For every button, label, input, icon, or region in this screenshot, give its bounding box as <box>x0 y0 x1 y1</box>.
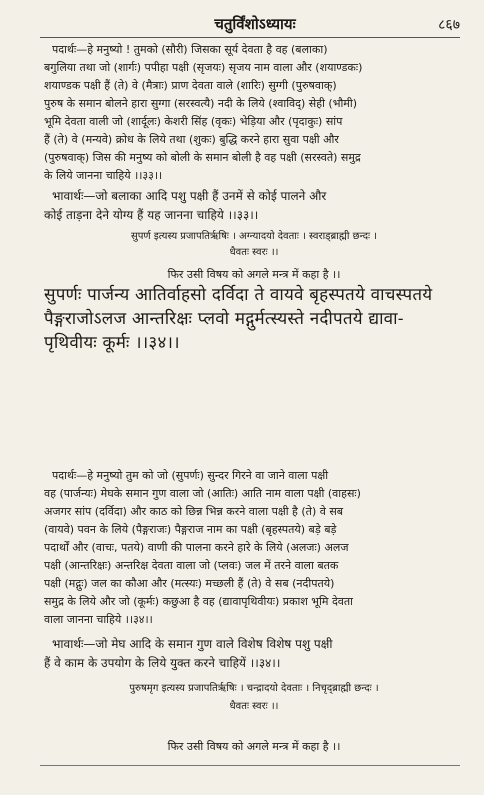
bhavartha-line: भावार्थः—जो मेघ आदि के समान गुण वाले विशेष विशेष पशु पक्षी <box>52 637 333 651</box>
bhavartha-line: हैं वे काम के उपयोग के लिये युक्त करने चाहियें ।।३४।। <box>44 656 281 670</box>
padartha-line: शयाण्डक पक्षी हैं (ते) वे (मैत्राः) प्राण देवता वाले (शारिः) सुग्गी (पुरुषवाक्) <box>44 79 337 92</box>
section-intro: फिर उसी विषय को अगले मन्त्र में कहा है ।। <box>167 268 341 281</box>
padartha-line: के लिये जानना चाहिये ।।३३।। <box>44 169 163 182</box>
footer-rule <box>40 765 460 766</box>
padartha-line: समुद्र के लिये और जो (कूर्मः) कछुआ है वह (द्यावापृथिवीयः) प्रकाश भूमि देवता <box>44 595 354 608</box>
page-header <box>40 14 470 36</box>
swara-line: धैवतः स्वरः ।। <box>229 701 279 712</box>
section-intro: फिर उसी विषय को अगले मन्त्र में कहा है ।। <box>167 740 341 753</box>
chapter-title: चतुर्विंशोऽध्यायः <box>214 15 296 33</box>
padartha-line: बगुलिया तथा जो (शार्गः) पपीहा पक्षी (सृजयः) सृजय नाम वाला और (शयाण्डकः) <box>44 61 363 74</box>
padartha-line: हैं (ते) वे (मन्यवे) क्रोध के लिये तथा (शुकः) बुद्धि करने हारा सुवा पक्षी और <box>44 133 339 146</box>
padartha-line: वह (पार्जन्यः) मेघके समान गुण वाला जो (आतिः) आति नाम वाला पक्षी (वाहसः) <box>44 487 361 500</box>
padartha-line: वाला जानना चाहिये ।।३४।। <box>44 613 153 626</box>
padartha-line: पुरुष के समान बोलने हारा सुग्गा (सरस्वत्यै) नदी के लिये (श्वाविद्) सेही (भौमी) <box>44 97 358 110</box>
page-number: ८६७ <box>438 17 460 33</box>
padartha-line: भूमि देवता वाली जो (शार्दूलः) केशरी सिंह (वृकः) भेड़िया और (पृदाकुः) सांप <box>44 115 343 128</box>
rishi-devata-line: पुरुषमृग इत्यस्य प्रजापतिर्ऋषिः । चन्द्रादयो देवताः । निचृद्ब्राह्मी छन्दः । <box>129 683 379 694</box>
header-rule <box>40 37 460 38</box>
padartha-line: (पुरुषवाक्) जिस की मनुष्य को बोली के समान बोली है वह पक्षी (सरस्वते) समुद्र <box>44 151 361 164</box>
padartha-line: (वायवे) पवन के लिये (पैङ्गराजः) पैङ्गराज नाम का पक्षी (बृहस्पतये) बड़े बड़े <box>44 523 337 536</box>
swara-line: धैवतः स्वरः ।। <box>229 247 279 258</box>
bhavartha-line: भावार्थः—जो बलाका आदि पशु पक्षी हैं उनमें से कोई पालने और <box>52 189 327 203</box>
padartha-line: पक्षी (मद्गुः) जल का कौआ और (मत्स्यः) मच्छली हैं (ते) वे सब (नदीपतये) <box>44 577 335 590</box>
bhavartha-line: कोई ताड़ना देने योग्य हैं यह जानना चाहिये ।।३३।। <box>44 208 259 222</box>
mantra-line: पैङ्गराजोऽलज आन्तरिक्षः प्लवो मद्गुर्मत्स्यस्ते नदीपतये द्यावा- <box>44 309 404 329</box>
mantra-line: सुपर्णः पार्जन्य आतिर्वाहसो दर्विदा ते वायवे बृहस्पतये वाचस्पतये <box>44 285 433 305</box>
mantra-line: पृथिवीयः कूर्मः ।।३४।। <box>44 333 180 353</box>
padartha-line: पदार्थों और (वाचः, पतये) वाणी की पालना करने हारे के लिये (अलजः) अलज <box>44 541 349 554</box>
padartha-line: पदार्थः—हे मनुष्यो तुम को जो (सुपर्णः) सुन्दर गिरने वा जाने वाला पक्षी <box>52 469 329 482</box>
rishi-devata-line: सुपर्ण इत्यस्य प्रजापतिर्ऋषिः । अग्न्यादयो देवताः । स्वराड्ब्राह्मी छन्दः । <box>130 231 378 242</box>
padartha-line: पक्षी (आन्तरिक्षः) अन्तरिक्ष देवता वाला जो (प्लवः) जल में तरने वाला बतक <box>44 559 339 572</box>
padartha-line: अजगर सांप (दर्विदा) और काठ को छिन्न भिन्न करने वाला पक्षी है (ते) वे सब <box>44 505 344 518</box>
padartha-line: पदार्थः—हे मनुष्यो ! तुमको (सौरी) जिसका सूर्य देवता है वह (बलाका) <box>52 43 328 56</box>
